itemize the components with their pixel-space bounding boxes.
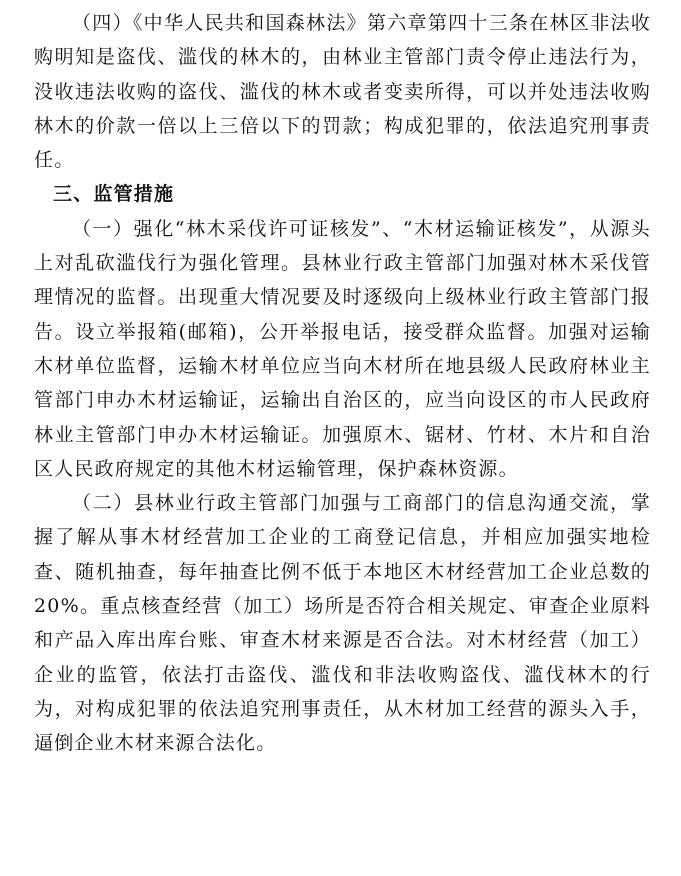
section-heading-supervision: 三、监管措施 bbox=[53, 183, 175, 206]
paragraph-forest-law: （四）《中华人民共和国森林法》第六章第四十三条在林区非法收购明知是盗伐、滥伐的林木的，由林业主管部门责令停止违法行为，没收违法收购的盗伐、滥伐的林木或者变卖所得，可以并处违法收购林木的价款一倍以上三倍以下的罚款；构成犯罪的，依法追究刑事责任。 bbox=[34, 12, 651, 172]
paragraph-enterprise-inspection: （二）县林业行政主管部门加强与工商部门的信息沟通交流，掌握了解从事木材经营加工企业的工商登记信息，并相应加强实地检查、随机抽查，每年抽查比例不低于本地区木材经营加工企业总数的20%。重点核查经营（加工）场所是否符合相关规定、审查企业原料和产品入库出库台账、审查木材来源是否合法。对木材经营（加工）企业的监管，依法打击盗伐、滥伐和非法收购盗伐、滥伐林木的行为，对构成犯罪的依法追究刑事责任，从木材加工经营的源头入手，逼倒企业木材来源合法化。 bbox=[34, 492, 651, 755]
paragraph-permit-management: （一）强化“林木采伐许可证核发”、“木材运输证核发”，从源头上对乱砍滥伐行为强化管理。县林业行政主管部门加强对林木采伐管理情况的监督。出现重大情况要及时逐级向上级林业行政主管部门报告。设立举报箱(邮箱)，公开举报电话，接受群众监督。加强对运输木材单位监督，运输木材单位应当向木材所在地县级人民政府林业主管部门申办木材运输证，运输出自治区的，应当向设区的市人民政府林业主管部门申办木材运输证。加强原木、锯材、竹材、木片和自治区人民政府规定的其他木材运输管理，保护森林资源。 bbox=[34, 217, 651, 480]
